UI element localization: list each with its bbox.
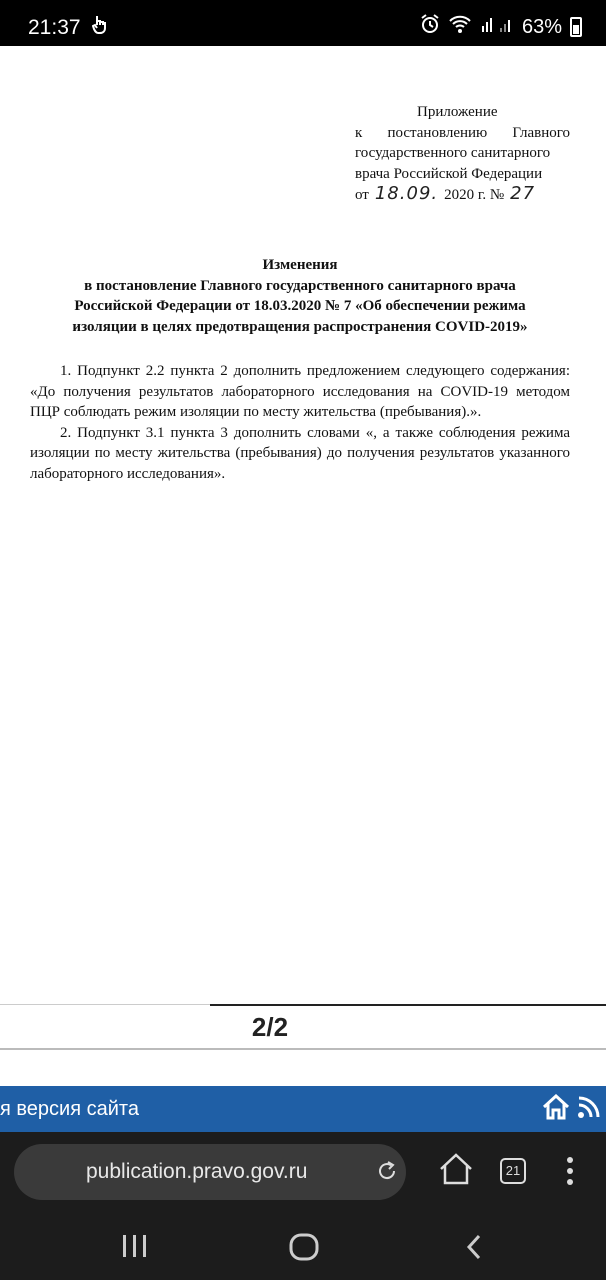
alarm-icon xyxy=(420,14,440,40)
annex-word: постановлению xyxy=(387,124,488,141)
page-gap xyxy=(0,1050,606,1086)
browser-toolbar xyxy=(0,1132,606,1220)
annex-year: 2020 г. № xyxy=(444,187,505,203)
heading-line: изоляции в целях предотвращения распространения COVID-2019» xyxy=(72,318,528,335)
annex-title: Приложение xyxy=(417,104,498,120)
url-text[interactable]: publication.pravo.gov.ru xyxy=(86,1160,308,1183)
annex-line: государственного санитарного xyxy=(355,145,551,161)
status-bar xyxy=(0,0,606,46)
status-time: 21:37 xyxy=(28,16,81,39)
heading-line: в постановление Главного государственного санитарного врача xyxy=(84,277,516,294)
more-menu-icon[interactable] xyxy=(566,1156,574,1191)
page-indicator-bar xyxy=(0,1004,606,1050)
pdf-page xyxy=(0,46,606,1004)
tabs-button[interactable]: 21 xyxy=(500,1158,526,1184)
reload-icon[interactable] xyxy=(374,1158,400,1189)
signal-icon xyxy=(480,14,514,40)
back-icon[interactable] xyxy=(462,1232,486,1267)
browser-home-icon[interactable] xyxy=(438,1152,474,1191)
page-indicator: 2/2 xyxy=(251,1012,289,1042)
heading-line: Изменения xyxy=(262,257,338,273)
home-icon[interactable] xyxy=(542,1094,570,1125)
paragraph-1: 1. Подпункт 2.2 пункта 2 дополнить предложением следующего содержания: «До получения результатов лабораторного исследования на COVID-19 методом ПЦР соблюдать режим изоляции по месту жительства (пребывания).». xyxy=(30,363,570,420)
annex-line: врача Российской Федерации xyxy=(355,165,543,182)
recent-apps-icon[interactable] xyxy=(120,1232,150,1265)
mobile-version-bar[interactable] xyxy=(0,1086,606,1132)
home-nav-icon[interactable] xyxy=(288,1232,320,1267)
hand-icon xyxy=(92,14,108,39)
battery-percent: 63% xyxy=(521,15,562,38)
battery-icon xyxy=(570,17,582,37)
system-nav-bar xyxy=(0,1220,606,1280)
annex-line xyxy=(355,123,570,144)
heading-line: Российской Федерации от 18.03.2020 № 7 «Об обеспечении режима xyxy=(74,298,526,314)
annex-word: к xyxy=(355,124,363,141)
paragraph-2: 2. Подпункт 3.1 пункта 3 дополнить словами «, а также соблюдения режима изоляции по месту жительства (пребывания) до получения результатов указанного лабораторного исследования». xyxy=(30,424,570,482)
rss-icon[interactable] xyxy=(576,1094,602,1125)
annex-date-row xyxy=(355,184,570,206)
wifi-icon xyxy=(448,14,472,40)
annex-word: Главного xyxy=(512,124,570,141)
date-prefix: от xyxy=(355,187,369,203)
document-body xyxy=(30,361,570,484)
divider xyxy=(210,1004,606,1006)
handwritten-date: 18.09. xyxy=(374,183,439,204)
handwritten-number: 27 xyxy=(510,183,536,204)
document-heading xyxy=(30,255,570,337)
address-bar[interactable] xyxy=(14,1144,406,1200)
annex-block xyxy=(355,102,570,206)
mobile-version-link[interactable]: я версия сайта xyxy=(0,1098,139,1120)
